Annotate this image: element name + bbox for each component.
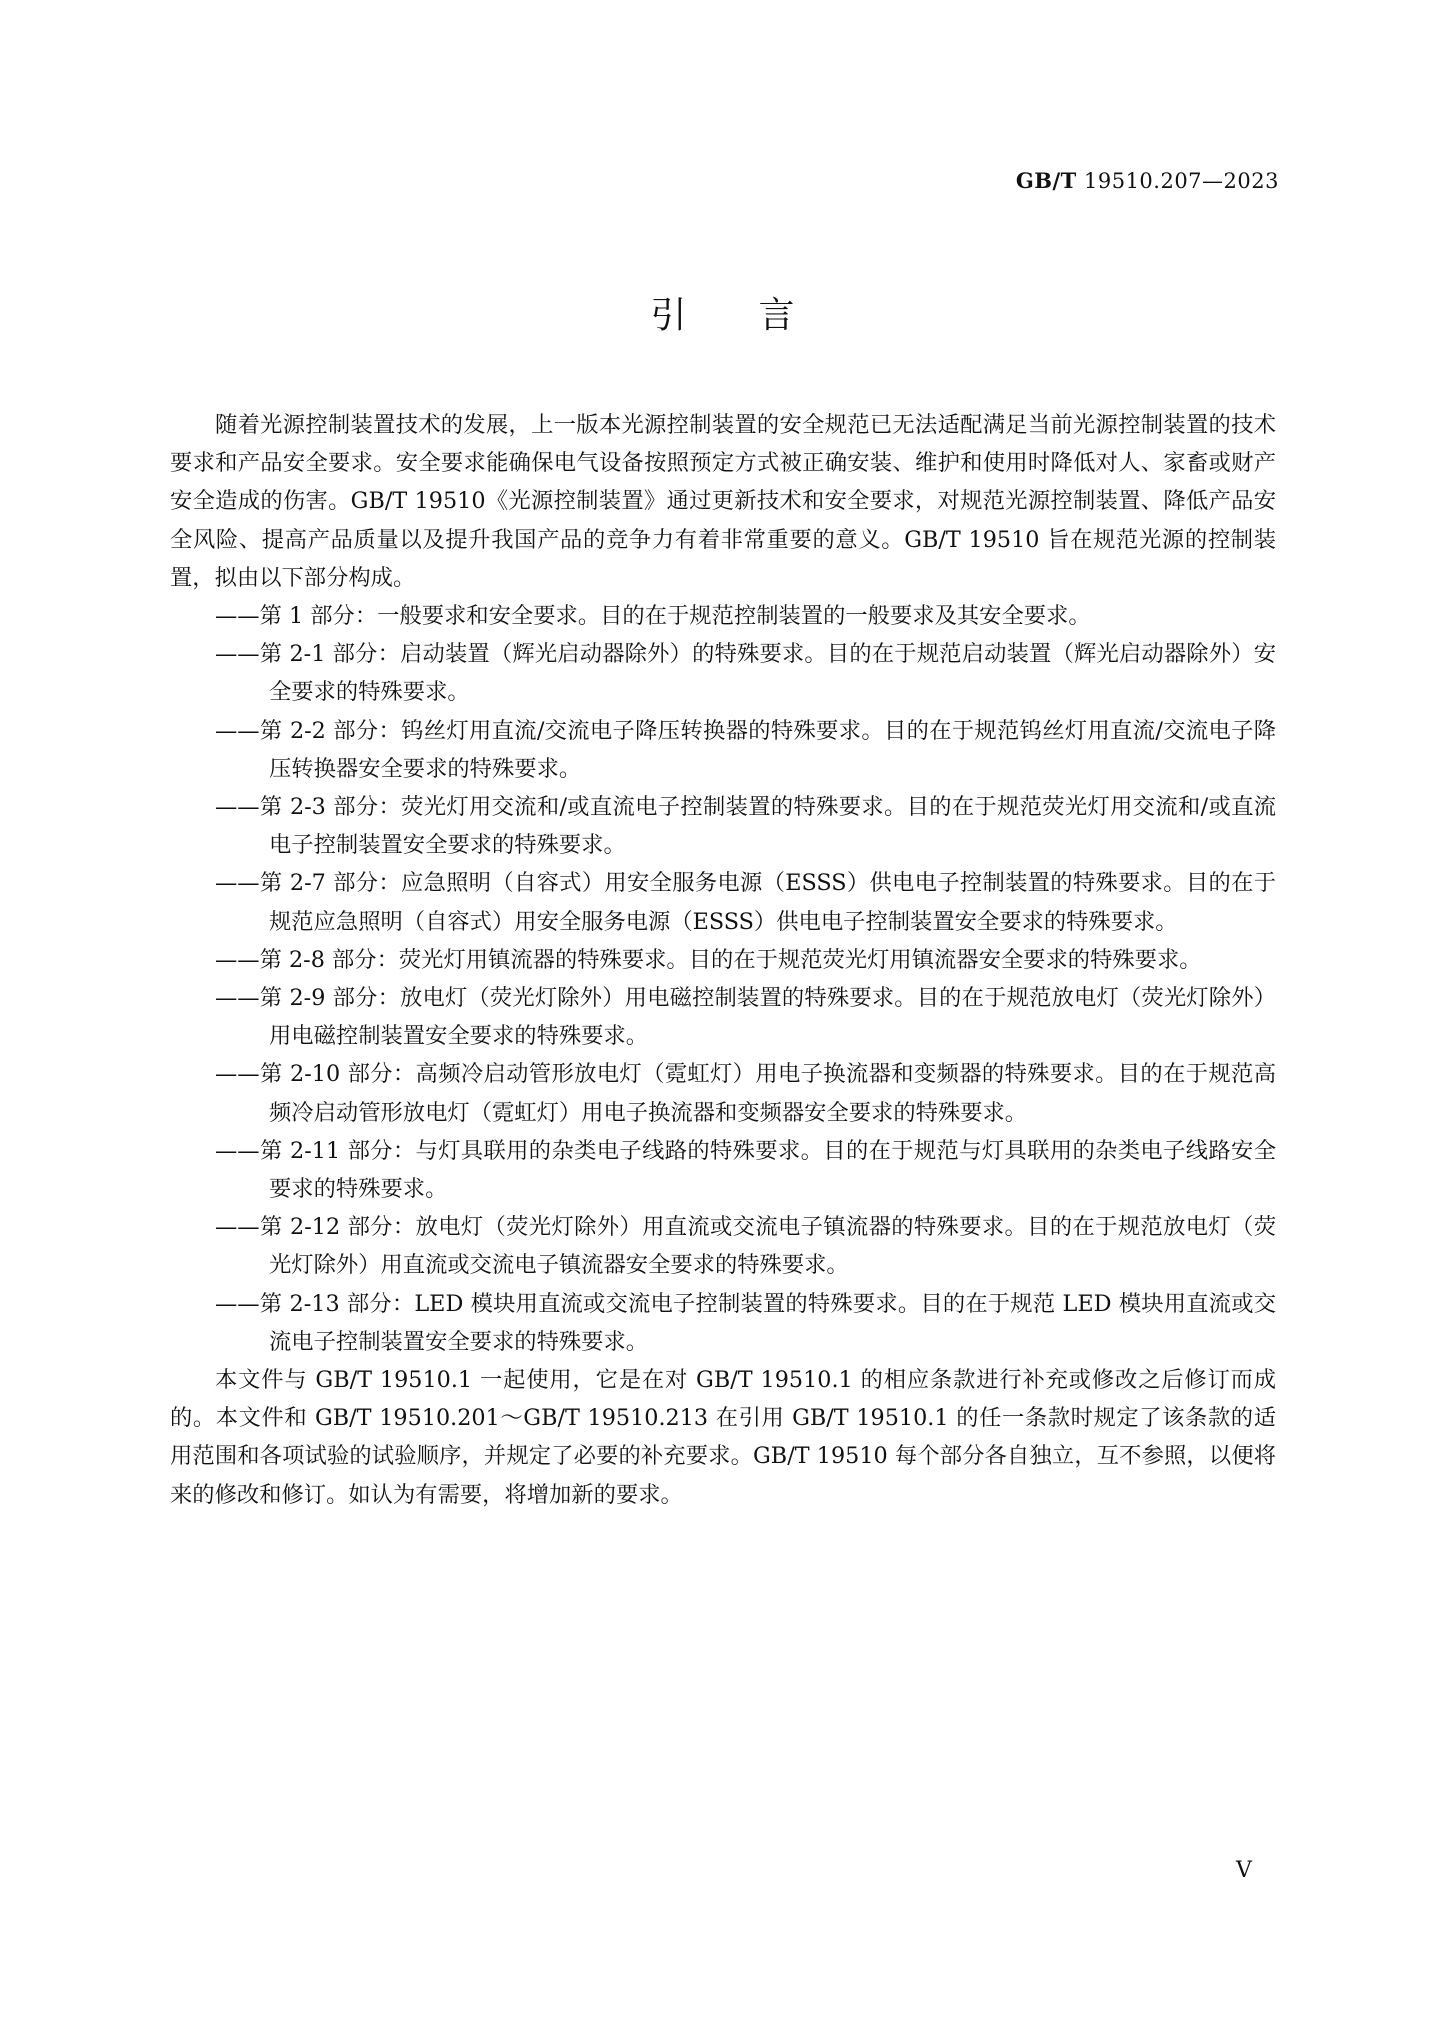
list-item-part-2-9: ——第 2-9 部分：放电灯（荧光灯除外）用电磁控制装置的特殊要求。目的在于规范放电灯（荧光灯除外）用电磁控制装置安全要求的特殊要求。 [215,985,1276,1050]
page-title: 引言 [650,295,867,336]
list-item-part-2-7: ——第 2-7 部分：应急照明（自容式）用安全服务电源（ESSS）供电电子控制装置的特殊要求。目的在于规范应急照明（自容式）用安全服务电源（ESSS）供电电子控制装置安全要求的特殊要求。 [215,870,1276,935]
list-item-part-2-13: ——第 2-13 部分：LED 模块用直流或交流电子控制装置的特殊要求。目的在于规范 LED 模块用直流或交流电子控制装置安全要求的特殊要求。 [215,1290,1276,1355]
list-item-part-2-10: ——第 2-10 部分：高频冷启动管形放电灯（霓虹灯）用电子换流器和变频器的特殊要求。目的在于规范高频冷启动管形放电灯（霓虹灯）用电子换流器和变频器安全要求的特殊要求。 [215,1061,1276,1126]
list-item-part-2-2: ——第 2-2 部分：钨丝灯用直流/交流电子降压转换器的特殊要求。目的在于规范钨丝灯用直流/交流电子降压转换器安全要求的特殊要求。 [215,717,1276,782]
list-item-part-2-11: ——第 2-11 部分：与灯具联用的杂类电子线路的特殊要求。目的在于规范与灯具联用的杂类电子线路安全要求的特殊要求。 [215,1137,1276,1203]
page-number: V [1236,1858,1252,1883]
list-item-part-2-1: ——第 2-1 部分：启动装置（辉光启动器除外）的特殊要求。目的在于规范启动装置（辉光启动器除外）安全要求的特殊要求。 [215,641,1276,706]
standard-prefix: GB/T [1015,168,1077,193]
document-body [170,406,1276,1514]
list-item-part-2-8: ——第 2-8 部分：荧光灯用镇流器的特殊要求。目的在于规范荧光灯用镇流器安全要求的特殊要求。 [215,946,1202,973]
list-item-part-1: ——第 1 部分：一般要求和安全要求。目的在于规范控制装置的一般要求及其安全要求。 [215,603,1091,630]
list-item-part-2-3: ——第 2-3 部分：荧光灯用交流和/或直流电子控制装置的特殊要求。目的在于规范荧光灯用交流和/或直流电子控制装置安全要求的特殊要求。 [215,794,1276,859]
closing-paragraph: 本文件与 GB/T 19510.1 一起使用，它是在对 GB/T 19510.1 的相应条款进行补充或修改之后修订而成的。本文件和 GB/T 19510.201～GB/T 19510.213 在引用 GB/T 19510.1 的任一条款时规定了该条款的适用范围和各项试验的试验顺序，并规定了必要的补充要求。GB/T 19510 每个部分各自独立，互不参照，以便将来的修改和修订。如认为有需要，将增加新的要求。 [170,1367,1276,1508]
standard-code [1016,168,1279,193]
intro-paragraph: 随着光源控制装置技术的发展，上一版本光源控制装置的安全规范已无法适配满足当前光源控制装置的技术要求和产品安全要求。安全要求能确保电气设备按照预定方式被正确安装、维护和使用时降低对人、家畜或财产安全造成的伤害。GB/T 19510《光源控制装置》通过更新技术和安全要求，对规范光源控制装置、降低产品安全风险、提高产品质量以及提升我国产品的竞争力有着非常重要的意义。GB/T 19510 旨在规范光源的控制装置，拟由以下部分构成。 [170,412,1276,591]
list-item-part-2-12: ——第 2-12 部分：放电灯（荧光灯除外）用直流或交流电子镇流器的特殊要求。目的在于规范放电灯（荧光灯除外）用直流或交流电子镇流器安全要求的特殊要求。 [215,1214,1276,1279]
standard-number: 19510.207—2023 [1083,169,1279,193]
